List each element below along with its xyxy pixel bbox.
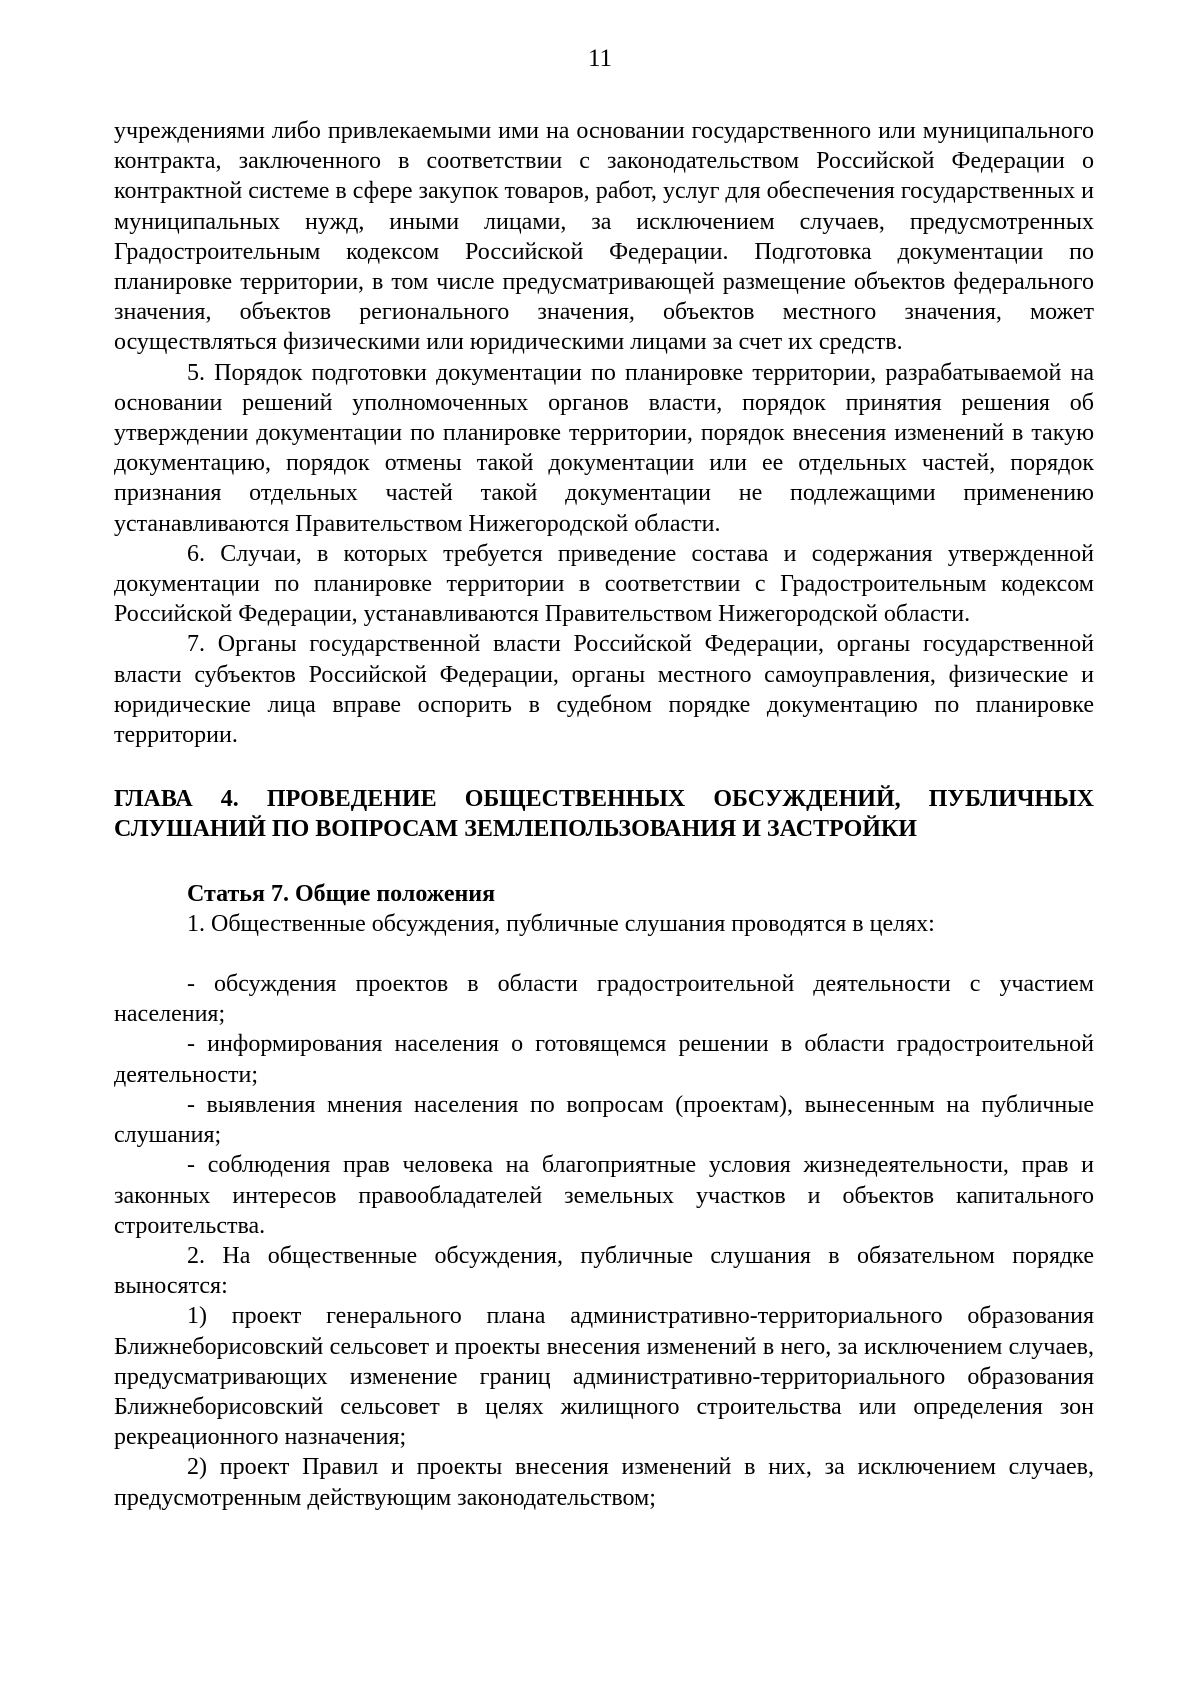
list-item: 1) проект генерального плана административно-территориального образования Ближнеборисовский сельсовет и проекты внесения изменений в него, за исключением случаев, предусматривающих изменение границ административно-территориального образования Ближнеборисовский сельсовет в целях жилищного строительства или определения зон рекреационного назначения; [114, 1303, 1094, 1451]
article-heading: Статья 7. Общие положения [187, 880, 496, 907]
page-number: 11 [587, 45, 613, 72]
document-body [114, 116, 1094, 1513]
purpose-item: - выявления мнения населения по вопросам (проектам), вынесенным на публичные слушания; [114, 1091, 1094, 1149]
paragraph-continuation: учреждениями либо привлекаемыми ими на основании государственного или муниципального контракта, заключенного в соответствии с законодательством Российской Федерации о контрактной системе в сфере закупок товаров, работ, услуг для обеспечения государственных и муниципальных нужд, иными лицами, за исключением случаев, предусмотренных Градостроительным кодексом Российской Федерации. Подготовка документации по планировке территории, в том числе предусматривающей размещение объектов федерального значения, объектов регионального значения, объектов местного значения, может осуществляться физическими или юридическими лицами за счет их средств. [114, 118, 1094, 356]
article-intro: 1. Общественные обсуждения, публичные слушания проводятся в целях: [187, 910, 935, 937]
purpose-item: - соблюдения прав человека на благоприятные условия жизнедеятельности, прав и законных интересов правообладателей земельных участков и объектов капитального строительства. [114, 1152, 1094, 1239]
purpose-item: - информирования населения о готовящемся решении в области градостроительной деятельности; [114, 1031, 1094, 1088]
paragraph-item-6: 6. Случаи, в которых требуется приведение состава и содержания утвержденной документации по планировке территории в соответствии с Градостроительным кодексом Российской Федерации, устанавливаются Правительством Нижегородской области. [114, 540, 1094, 628]
chapter-heading: ГЛАВА 4. ПРОВЕДЕНИЕ ОБЩЕСТВЕННЫХ ОБСУЖДЕНИЙ, ПУБЛИЧНЫХ СЛУШАНИЙ ПО ВОПРОСАМ ЗЕМЛЕПОЛЬЗОВАНИЯ И ЗАСТРОЙКИ [114, 786, 1094, 843]
list-item: 2) проект Правил и проекты внесения изменений в них, за исключением случаев, предусмотренным действующим законодательством; [114, 1454, 1094, 1511]
purpose-item: - обсуждения проектов в области градостроительной деятельности с участием населения; [114, 971, 1094, 1028]
paragraph-item-5: 5. Порядок подготовки документации по планировке территории, разрабатываемой на основании решений уполномоченных органов власти, порядок принятия решения об утверждении документации по планировке территории, порядок внесения изменений в такую документацию, порядок отмены такой документации или ее отдельных частей, порядок признания отдельных частей такой документации не подлежащими применению устанавливаются Правительством Нижегородской области. [114, 359, 1094, 537]
item-2-intro: 2. На общественные обсуждения, публичные слушания в обязательном порядке выносятся: [114, 1242, 1094, 1300]
paragraph-item-7: 7. Органы государственной власти Российской Федерации, органы государственной власти субъектов Российской Федерации, органы местного самоуправления, физические и юридические лица вправе оспорить в судебном порядке документацию по планировке территории. [114, 631, 1094, 749]
